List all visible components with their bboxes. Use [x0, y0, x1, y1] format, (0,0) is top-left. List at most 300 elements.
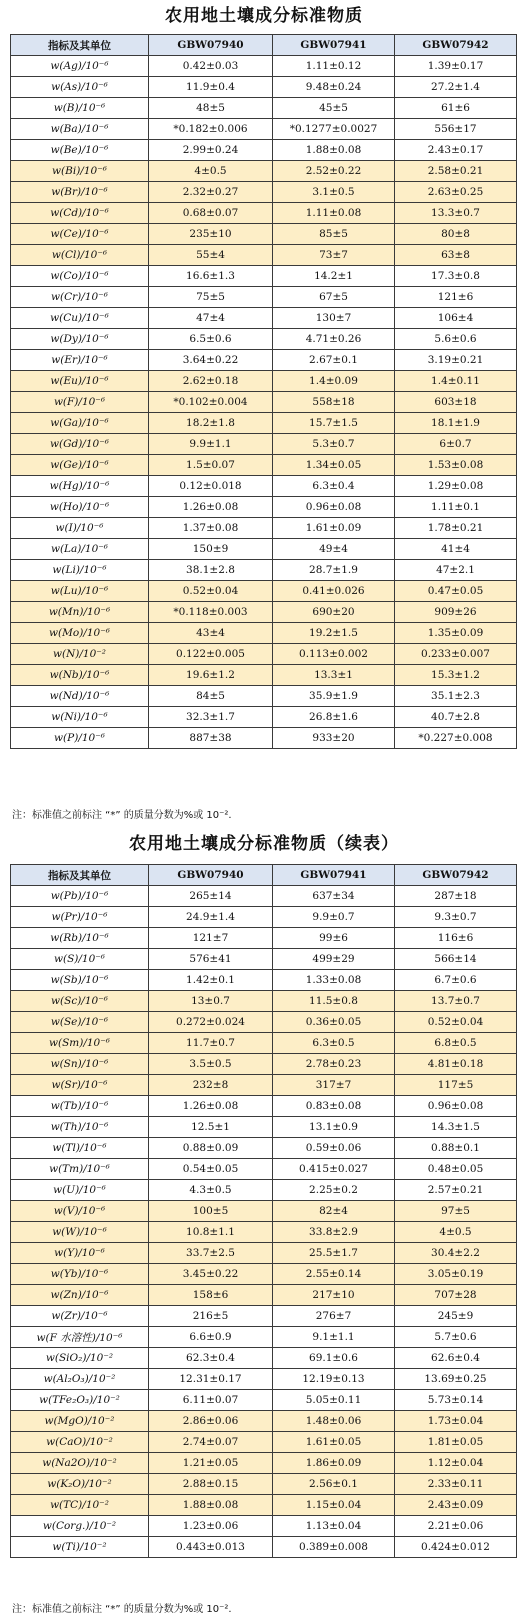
table-row	[11, 329, 517, 350]
value-cell: 0.88±0.1	[395, 1138, 517, 1159]
header-gbw07941: GBW07941	[273, 35, 395, 56]
value-cell: 1.26±0.08	[149, 497, 273, 518]
value-cell: 1.34±0.05	[273, 455, 395, 476]
value-cell: 18.1±1.9	[395, 413, 517, 434]
value-cell: 69.1±0.6	[273, 1348, 395, 1369]
table-row	[11, 1243, 517, 1264]
table-row	[11, 77, 517, 98]
table-row	[11, 539, 517, 560]
value-cell: 41±4	[395, 539, 517, 560]
value-cell: 9.9±1.1	[149, 434, 273, 455]
value-cell: *0.102±0.004	[149, 392, 273, 413]
header-gbw07942: GBW07942	[395, 865, 517, 886]
value-cell: 55±4	[149, 245, 273, 266]
value-cell: 80±8	[395, 224, 517, 245]
value-cell: 2.55±0.14	[273, 1264, 395, 1285]
value-cell: 17.3±0.8	[395, 266, 517, 287]
table-row	[11, 308, 517, 329]
value-cell: 11.9±0.4	[149, 77, 273, 98]
value-cell: 933±20	[273, 728, 395, 749]
value-cell: 19.2±1.5	[273, 623, 395, 644]
value-cell: 38.1±2.8	[149, 560, 273, 581]
value-cell: 1.86±0.09	[273, 1453, 395, 1474]
indicator-cell: w(As)/10⁻⁶	[11, 77, 149, 98]
table-row	[11, 119, 517, 140]
value-cell: 0.96±0.08	[273, 497, 395, 518]
value-cell: 909±26	[395, 602, 517, 623]
value-cell: 566±14	[395, 949, 517, 970]
value-cell: 2.21±0.06	[395, 1516, 517, 1537]
value-cell: 556±17	[395, 119, 517, 140]
value-cell: 158±6	[149, 1285, 273, 1306]
indicator-cell: w(U)/10⁻⁶	[11, 1180, 149, 1201]
value-cell: 2.58±0.21	[395, 161, 517, 182]
value-cell: 16.6±1.3	[149, 266, 273, 287]
indicator-cell: w(Pb)/10⁻⁶	[11, 886, 149, 907]
indicator-cell: w(I)/10⁻⁶	[11, 518, 149, 539]
table-row	[11, 1138, 517, 1159]
value-cell: 1.29±0.08	[395, 476, 517, 497]
value-cell: 1.26±0.08	[149, 1096, 273, 1117]
table-body	[11, 886, 517, 1558]
table-note: 注：标准值之前标注 “*” 的质量分数为%或 10⁻².	[12, 1604, 232, 1615]
indicator-cell: w(TC)/10⁻²	[11, 1495, 149, 1516]
indicator-cell: w(Ho)/10⁻⁶	[11, 497, 149, 518]
indicator-cell: w(Cu)/10⁻⁶	[11, 308, 149, 329]
value-cell: 3.05±0.19	[395, 1264, 517, 1285]
value-cell: 0.47±0.05	[395, 581, 517, 602]
value-cell: 26.8±1.6	[273, 707, 395, 728]
table-row	[11, 949, 517, 970]
indicator-cell: w(Sb)/10⁻⁶	[11, 970, 149, 991]
value-cell: 499±29	[273, 949, 395, 970]
indicator-cell: w(TFe₂O₃)/10⁻²	[11, 1390, 149, 1411]
value-cell: 47±2.1	[395, 560, 517, 581]
value-cell: 33.8±2.9	[273, 1222, 395, 1243]
table-row	[11, 644, 517, 665]
value-cell: 2.56±0.1	[273, 1474, 395, 1495]
indicator-cell: w(K₂O)/10⁻²	[11, 1474, 149, 1495]
indicator-cell: w(Cr)/10⁻⁶	[11, 287, 149, 308]
value-cell: 9.3±0.7	[395, 907, 517, 928]
value-cell: 12.31±0.17	[149, 1369, 273, 1390]
table-row	[11, 266, 517, 287]
value-cell: 67±5	[273, 287, 395, 308]
value-cell: 5.05±0.11	[273, 1390, 395, 1411]
value-cell: 121±6	[395, 287, 517, 308]
value-cell: 1.78±0.21	[395, 518, 517, 539]
value-cell: 0.88±0.09	[149, 1138, 273, 1159]
value-cell: 6.6±0.9	[149, 1327, 273, 1348]
value-cell: 4.71±0.26	[273, 329, 395, 350]
indicator-cell: w(W)/10⁻⁶	[11, 1222, 149, 1243]
value-cell: 1.39±0.17	[395, 56, 517, 77]
value-cell: 1.11±0.08	[273, 203, 395, 224]
table-row	[11, 518, 517, 539]
indicator-cell: w(Sn)/10⁻⁶	[11, 1054, 149, 1075]
value-cell: 3.45±0.22	[149, 1264, 273, 1285]
value-cell: 2.62±0.18	[149, 371, 273, 392]
indicator-cell: w(Pr)/10⁻⁶	[11, 907, 149, 928]
value-cell: 10.8±1.1	[149, 1222, 273, 1243]
value-cell: *0.118±0.003	[149, 602, 273, 623]
table-header-row	[11, 35, 517, 56]
value-cell: 2.99±0.24	[149, 140, 273, 161]
table-row	[11, 1369, 517, 1390]
value-cell: 0.424±0.012	[395, 1537, 517, 1558]
value-cell: 0.96±0.08	[395, 1096, 517, 1117]
value-cell: 121±7	[149, 928, 273, 949]
table-row	[11, 602, 517, 623]
value-cell: 15.3±1.2	[395, 665, 517, 686]
value-cell: 0.68±0.07	[149, 203, 273, 224]
indicator-cell: w(Ga)/10⁻⁶	[11, 413, 149, 434]
indicator-cell: w(La)/10⁻⁶	[11, 539, 149, 560]
value-cell: 2.86±0.06	[149, 1411, 273, 1432]
indicator-cell: w(Zn)/10⁻⁶	[11, 1285, 149, 1306]
indicator-cell: w(Ge)/10⁻⁶	[11, 455, 149, 476]
value-cell: 63±8	[395, 245, 517, 266]
indicator-cell: w(Eu)/10⁻⁶	[11, 371, 149, 392]
value-cell: 3.19±0.21	[395, 350, 517, 371]
value-cell: 1.23±0.06	[149, 1516, 273, 1537]
indicator-cell: w(Al₂O₃)/10⁻²	[11, 1369, 149, 1390]
value-cell: 47±4	[149, 308, 273, 329]
indicator-cell: w(Corg.)/10⁻²	[11, 1516, 149, 1537]
header-indicator: 指标及其单位	[11, 35, 149, 56]
value-cell: 84±5	[149, 686, 273, 707]
value-cell: 2.74±0.07	[149, 1432, 273, 1453]
indicator-cell: w(F)/10⁻⁶	[11, 392, 149, 413]
indicator-cell: w(CaO)/10⁻²	[11, 1432, 149, 1453]
table-row	[11, 1453, 517, 1474]
value-cell: 887±38	[149, 728, 273, 749]
value-cell: 33.7±2.5	[149, 1243, 273, 1264]
value-cell: 18.2±1.8	[149, 413, 273, 434]
value-cell: 13.1±0.9	[273, 1117, 395, 1138]
table-row	[11, 371, 517, 392]
indicator-cell: w(Sm)/10⁻⁶	[11, 1033, 149, 1054]
value-cell: 19.6±1.2	[149, 665, 273, 686]
table-row	[11, 98, 517, 119]
value-cell: 0.272±0.024	[149, 1012, 273, 1033]
value-cell: 1.4±0.11	[395, 371, 517, 392]
value-cell: 150±9	[149, 539, 273, 560]
value-cell: 2.78±0.23	[273, 1054, 395, 1075]
value-cell: 6.3±0.5	[273, 1033, 395, 1054]
value-cell: 4±0.5	[395, 1222, 517, 1243]
indicator-cell: w(Cd)/10⁻⁶	[11, 203, 149, 224]
indicator-cell: w(Br)/10⁻⁶	[11, 182, 149, 203]
value-cell: 0.48±0.05	[395, 1159, 517, 1180]
value-cell: 0.443±0.013	[149, 1537, 273, 1558]
value-cell: 0.83±0.08	[273, 1096, 395, 1117]
value-cell: 1.33±0.08	[273, 970, 395, 991]
indicator-cell: w(Zr)/10⁻⁶	[11, 1306, 149, 1327]
table-row	[11, 224, 517, 245]
table-row	[11, 1096, 517, 1117]
value-cell: 1.11±0.12	[273, 56, 395, 77]
value-cell: 1.35±0.09	[395, 623, 517, 644]
value-cell: 276±7	[273, 1306, 395, 1327]
table-note: 注：标准值之前标注 “*” 的质量分数为%或 10⁻².	[12, 810, 232, 821]
indicator-cell: w(Hg)/10⁻⁶	[11, 476, 149, 497]
value-cell: 117±5	[395, 1075, 517, 1096]
table-row	[11, 392, 517, 413]
value-cell: 1.13±0.04	[273, 1516, 395, 1537]
table-row	[11, 1537, 517, 1558]
value-cell: 265±14	[149, 886, 273, 907]
value-cell: 27.2±1.4	[395, 77, 517, 98]
value-cell: 2.88±0.15	[149, 1474, 273, 1495]
indicator-cell: w(Gd)/10⁻⁶	[11, 434, 149, 455]
value-cell: 4±0.5	[149, 161, 273, 182]
table-row	[11, 686, 517, 707]
value-cell: 0.59±0.06	[273, 1138, 395, 1159]
table-row	[11, 907, 517, 928]
indicator-cell: w(Be)/10⁻⁶	[11, 140, 149, 161]
value-cell: 637±34	[273, 886, 395, 907]
value-cell: 75±5	[149, 287, 273, 308]
value-cell: 0.12±0.018	[149, 476, 273, 497]
value-cell: 2.43±0.09	[395, 1495, 517, 1516]
table-row	[11, 991, 517, 1012]
indicator-cell: w(P)/10⁻⁶	[11, 728, 149, 749]
table-row	[11, 1285, 517, 1306]
value-cell: 28.7±1.9	[273, 560, 395, 581]
indicator-cell: w(Ni)/10⁻⁶	[11, 707, 149, 728]
value-cell: 14.3±1.5	[395, 1117, 517, 1138]
table-row	[11, 1390, 517, 1411]
value-cell: 216±5	[149, 1306, 273, 1327]
value-cell: 0.52±0.04	[395, 1012, 517, 1033]
value-cell: 1.12±0.04	[395, 1453, 517, 1474]
table-row	[11, 1432, 517, 1453]
table-row	[11, 1222, 517, 1243]
value-cell: 0.41±0.026	[273, 581, 395, 602]
value-cell: 1.48±0.06	[273, 1411, 395, 1432]
table-row	[11, 1033, 517, 1054]
table-row	[11, 1264, 517, 1285]
indicator-cell: w(Se)/10⁻⁶	[11, 1012, 149, 1033]
value-cell: *0.182±0.006	[149, 119, 273, 140]
value-cell: 4.3±0.5	[149, 1180, 273, 1201]
indicator-cell: w(Na2O)/10⁻²	[11, 1453, 149, 1474]
value-cell: 576±41	[149, 949, 273, 970]
table-row	[11, 245, 517, 266]
value-cell: 85±5	[273, 224, 395, 245]
table-row	[11, 707, 517, 728]
value-cell: 707±28	[395, 1285, 517, 1306]
indicator-cell: w(Tl)/10⁻⁶	[11, 1138, 149, 1159]
indicator-cell: w(Bi)/10⁻⁶	[11, 161, 149, 182]
value-cell: 116±6	[395, 928, 517, 949]
value-cell: 11.5±0.8	[273, 991, 395, 1012]
table-row	[11, 161, 517, 182]
page-title: 农用地土壤成分标准物质	[165, 6, 363, 26]
reference-table	[10, 34, 517, 749]
table-row	[11, 665, 517, 686]
indicator-cell: w(Ti)/10⁻²	[11, 1537, 149, 1558]
value-cell: 2.25±0.2	[273, 1180, 395, 1201]
indicator-cell: w(Mn)/10⁻⁶	[11, 602, 149, 623]
value-cell: 1.73±0.04	[395, 1411, 517, 1432]
value-cell: 2.52±0.22	[273, 161, 395, 182]
value-cell: 13.3±1	[273, 665, 395, 686]
value-cell: 6±0.7	[395, 434, 517, 455]
value-cell: 1.11±0.1	[395, 497, 517, 518]
value-cell: *0.227±0.008	[395, 728, 517, 749]
value-cell: 603±18	[395, 392, 517, 413]
value-cell: 1.88±0.08	[273, 140, 395, 161]
value-cell: 287±18	[395, 886, 517, 907]
value-cell: 1.4±0.09	[273, 371, 395, 392]
value-cell: 558±18	[273, 392, 395, 413]
value-cell: 0.233±0.007	[395, 644, 517, 665]
value-cell: 6.7±0.6	[395, 970, 517, 991]
table-row	[11, 581, 517, 602]
table-row	[11, 1159, 517, 1180]
table-row	[11, 1474, 517, 1495]
value-cell: 1.88±0.08	[149, 1495, 273, 1516]
value-cell: 6.5±0.6	[149, 329, 273, 350]
header-gbw07940: GBW07940	[149, 35, 273, 56]
value-cell: 1.42±0.1	[149, 970, 273, 991]
value-cell: 40.7±2.8	[395, 707, 517, 728]
header-gbw07941: GBW07941	[273, 865, 395, 886]
value-cell: 14.2±1	[273, 266, 395, 287]
indicator-cell: w(N)/10⁻²	[11, 644, 149, 665]
value-cell: 2.32±0.27	[149, 182, 273, 203]
value-cell: 5.3±0.7	[273, 434, 395, 455]
table-row	[11, 497, 517, 518]
indicator-cell: w(Sr)/10⁻⁶	[11, 1075, 149, 1096]
indicator-cell: w(Co)/10⁻⁶	[11, 266, 149, 287]
value-cell: 43±4	[149, 623, 273, 644]
table-row	[11, 434, 517, 455]
indicator-cell: w(Yb)/10⁻⁶	[11, 1264, 149, 1285]
value-cell: 232±8	[149, 1075, 273, 1096]
indicator-cell: w(Ba)/10⁻⁶	[11, 119, 149, 140]
table-row	[11, 140, 517, 161]
value-cell: 13.7±0.7	[395, 991, 517, 1012]
value-cell: 9.48±0.24	[273, 77, 395, 98]
value-cell: 1.53±0.08	[395, 455, 517, 476]
table-row	[11, 886, 517, 907]
value-cell: 1.5±0.07	[149, 455, 273, 476]
value-cell: 35.9±1.9	[273, 686, 395, 707]
value-cell: 5.6±0.6	[395, 329, 517, 350]
value-cell: 2.57±0.21	[395, 1180, 517, 1201]
value-cell: 1.61±0.09	[273, 518, 395, 539]
table-row	[11, 203, 517, 224]
reference-table-continued	[10, 864, 517, 1558]
indicator-cell: w(Er)/10⁻⁶	[11, 350, 149, 371]
continued-table-title: 农用地土壤成分标准物质（续表）	[129, 834, 399, 854]
indicator-cell: w(Lu)/10⁻⁶	[11, 581, 149, 602]
indicator-cell: w(V)/10⁻⁶	[11, 1201, 149, 1222]
value-cell: 0.113±0.002	[273, 644, 395, 665]
header-gbw07940: GBW07940	[149, 865, 273, 886]
value-cell: 3.5±0.5	[149, 1054, 273, 1075]
value-cell: 2.33±0.11	[395, 1474, 517, 1495]
value-cell: 0.36±0.05	[273, 1012, 395, 1033]
indicator-cell: w(Rb)/10⁻⁶	[11, 928, 149, 949]
value-cell: 62.3±0.4	[149, 1348, 273, 1369]
value-cell: 45±5	[273, 98, 395, 119]
value-cell: 30.4±2.2	[395, 1243, 517, 1264]
value-cell: 9.9±0.7	[273, 907, 395, 928]
indicator-cell: w(Mo)/10⁻⁶	[11, 623, 149, 644]
value-cell: *0.1277±0.0027	[273, 119, 395, 140]
value-cell: 13±0.7	[149, 991, 273, 1012]
value-cell: 49±4	[273, 539, 395, 560]
table-row	[11, 1348, 517, 1369]
value-cell: 0.389±0.008	[273, 1537, 395, 1558]
value-cell: 0.42±0.03	[149, 56, 273, 77]
value-cell: 0.52±0.04	[149, 581, 273, 602]
value-cell: 6.11±0.07	[149, 1390, 273, 1411]
value-cell: 25.5±1.7	[273, 1243, 395, 1264]
indicator-cell: w(Li)/10⁻⁶	[11, 560, 149, 581]
value-cell: 100±5	[149, 1201, 273, 1222]
table-row	[11, 1054, 517, 1075]
indicator-cell: w(F 水溶性)/10⁻⁶	[11, 1327, 149, 1348]
value-cell: 6.3±0.4	[273, 476, 395, 497]
value-cell: 0.54±0.05	[149, 1159, 273, 1180]
indicator-cell: w(Sc)/10⁻⁶	[11, 991, 149, 1012]
value-cell: 235±10	[149, 224, 273, 245]
table-body	[11, 56, 517, 749]
value-cell: 0.415±0.027	[273, 1159, 395, 1180]
indicator-cell: w(B)/10⁻⁶	[11, 98, 149, 119]
value-cell: 3.64±0.22	[149, 350, 273, 371]
indicator-cell: w(MgO)/10⁻²	[11, 1411, 149, 1432]
table-row	[11, 1075, 517, 1096]
value-cell: 317±7	[273, 1075, 395, 1096]
value-cell: 99±6	[273, 928, 395, 949]
table-row	[11, 928, 517, 949]
indicator-cell: w(Cl)/10⁻⁶	[11, 245, 149, 266]
table-row	[11, 413, 517, 434]
value-cell: 48±5	[149, 98, 273, 119]
header-indicator: 指标及其单位	[11, 865, 149, 886]
value-cell: 5.7±0.6	[395, 1327, 517, 1348]
indicator-cell: w(Th)/10⁻⁶	[11, 1117, 149, 1138]
value-cell: 82±4	[273, 1201, 395, 1222]
value-cell: 13.69±0.25	[395, 1369, 517, 1390]
value-cell: 690±20	[273, 602, 395, 623]
table-row	[11, 1327, 517, 1348]
indicator-cell: w(Y)/10⁻⁶	[11, 1243, 149, 1264]
table-row	[11, 476, 517, 497]
value-cell: 13.3±0.7	[395, 203, 517, 224]
value-cell: 62.6±0.4	[395, 1348, 517, 1369]
value-cell: 1.37±0.08	[149, 518, 273, 539]
value-cell: 1.15±0.04	[273, 1495, 395, 1516]
value-cell: 32.3±1.7	[149, 707, 273, 728]
value-cell: 2.63±0.25	[395, 182, 517, 203]
table-row	[11, 455, 517, 476]
value-cell: 1.81±0.05	[395, 1432, 517, 1453]
value-cell: 2.67±0.1	[273, 350, 395, 371]
table-row	[11, 56, 517, 77]
value-cell: 24.9±1.4	[149, 907, 273, 928]
table-row	[11, 182, 517, 203]
value-cell: 106±4	[395, 308, 517, 329]
table-row	[11, 1495, 517, 1516]
header-gbw07942: GBW07942	[395, 35, 517, 56]
